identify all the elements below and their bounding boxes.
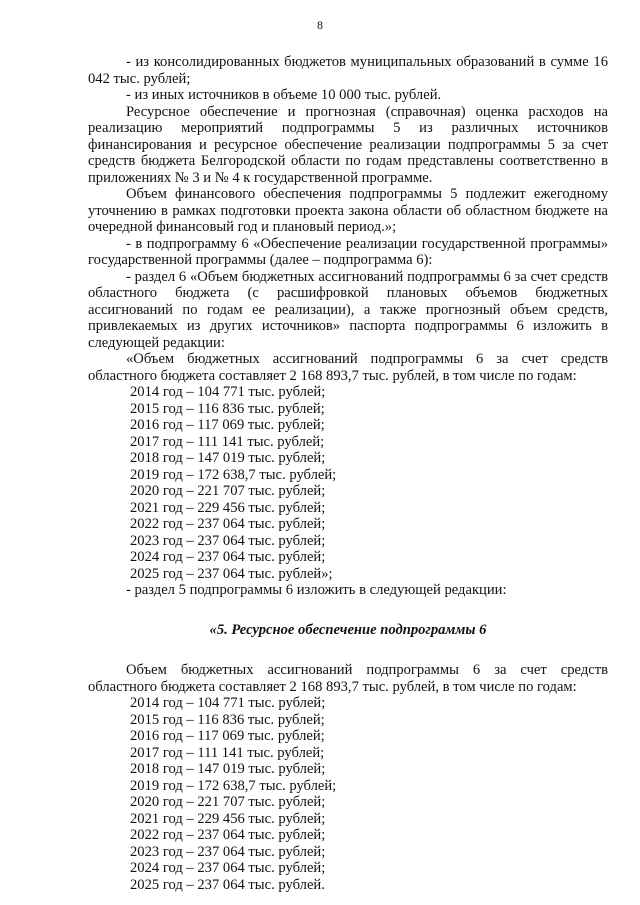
list-item: 2014 год – 104 771 тыс. рублей; <box>130 384 326 400</box>
paragraph-resource-provision: Ресурсное обеспечение и прогнозная (справочная) оценка расходов на реализацию мероприятий подпрограммы 5 из различных источников финансирования и ресурсное обеспечение реализации подпрограммы 5 за счет средств бюджета Белгородской области по годам представлены соответственно в приложениях № 3 и № 4 к государственной программе. <box>88 103 608 186</box>
list-item: 2022 год – 237 064 тыс. рублей; <box>130 827 326 843</box>
list-item: 2018 год – 147 019 тыс. рублей; <box>130 450 326 466</box>
list-item: 2018 год – 147 019 тыс. рублей; <box>130 761 326 777</box>
list-item: 2024 год – 237 064 тыс. рублей; <box>130 549 326 565</box>
list-item: 2014 год – 104 771 тыс. рублей; <box>130 695 326 711</box>
list-item: 2023 год – 237 064 тыс. рублей; <box>130 532 326 549</box>
paragraph-other-sources: - из иных источников в объеме 10 000 тыс. рублей. <box>126 87 442 103</box>
years-list-first <box>88 384 608 582</box>
paragraph-subprogram-6: - в подпрограмму 6 «Обеспечение реализации государственной программы» государственной программы (далее – подпрограмма 6): <box>88 235 608 268</box>
list-item: 2016 год – 117 069 тыс. рублей; <box>130 728 325 744</box>
paragraph-municipal-budgets: - из консолидированных бюджетов муниципальных образований в сумме 16 042 тыс. рублей; <box>88 54 608 87</box>
list-item: 2021 год – 229 456 тыс. рублей; <box>130 499 326 516</box>
document-body <box>88 54 608 893</box>
paragraph-section-intro: Объем бюджетных ассигнований подпрограммы 6 за счет средств областного бюджета составляет 2 168 893,7 тыс. рублей, в том числе по годам: <box>88 662 608 695</box>
page-number: 8 <box>317 18 323 32</box>
years-list-second <box>88 695 608 893</box>
list-item: 2025 год – 237 064 тыс. рублей»; <box>130 565 333 582</box>
paragraph-financing-volume: Объем финансового обеспечения подпрограммы 5 подлежит ежегодному уточнению в рамках подготовки проекта закона области об областном бюджете на очередной финансовый год и плановый период.»; <box>88 186 608 235</box>
paragraph-instruction: - раздел 5 подпрограммы 6 изложить в следующей редакции: <box>126 582 507 598</box>
list-item: 2015 год – 116 836 тыс. рублей; <box>130 400 325 417</box>
list-item: 2025 год – 237 064 тыс. рублей. <box>130 876 325 893</box>
list-item: 2022 год – 237 064 тыс. рублей; <box>130 516 326 532</box>
list-item: 2015 год – 116 836 тыс. рублей; <box>130 711 325 728</box>
list-item: 2023 год – 237 064 тыс. рублей; <box>130 843 326 860</box>
list-item: 2021 год – 229 456 тыс. рублей; <box>130 810 326 827</box>
list-item: 2020 год – 221 707 тыс. рублей; <box>130 794 326 810</box>
list-item: 2024 год – 237 064 тыс. рублей; <box>130 860 326 876</box>
list-item: 2019 год – 172 638,7 тыс. рублей; <box>130 777 337 794</box>
list-item: 2017 год – 111 141 тыс. рублей; <box>130 433 325 450</box>
paragraph-budget-volume: «Объем бюджетных ассигнований подпрограммы 6 за счет средств областного бюджета составляет 2 168 893,7 тыс. рублей, в том числе по годам: <box>88 351 608 384</box>
list-item: 2016 год – 117 069 тыс. рублей; <box>130 417 325 433</box>
section-heading: «5. Ресурсное обеспечение подпрограммы 6 <box>209 621 487 638</box>
list-item: 2020 год – 221 707 тыс. рублей; <box>130 483 326 499</box>
list-item: 2017 год – 111 141 тыс. рублей; <box>130 744 325 761</box>
paragraph-section-6: - раздел 6 «Объем бюджетных ассигнований подпрограммы 6 за счет средств областного бюджета (с расшифровкой плановых объемов бюджетных ассигнований по годам ее реализации), а также прогнозный объем средств, привлекаемых из других источников» паспорта подпрограммы 6 изложить в следующей редакции: <box>88 268 608 351</box>
list-item: 2019 год – 172 638,7 тыс. рублей; <box>130 466 337 483</box>
